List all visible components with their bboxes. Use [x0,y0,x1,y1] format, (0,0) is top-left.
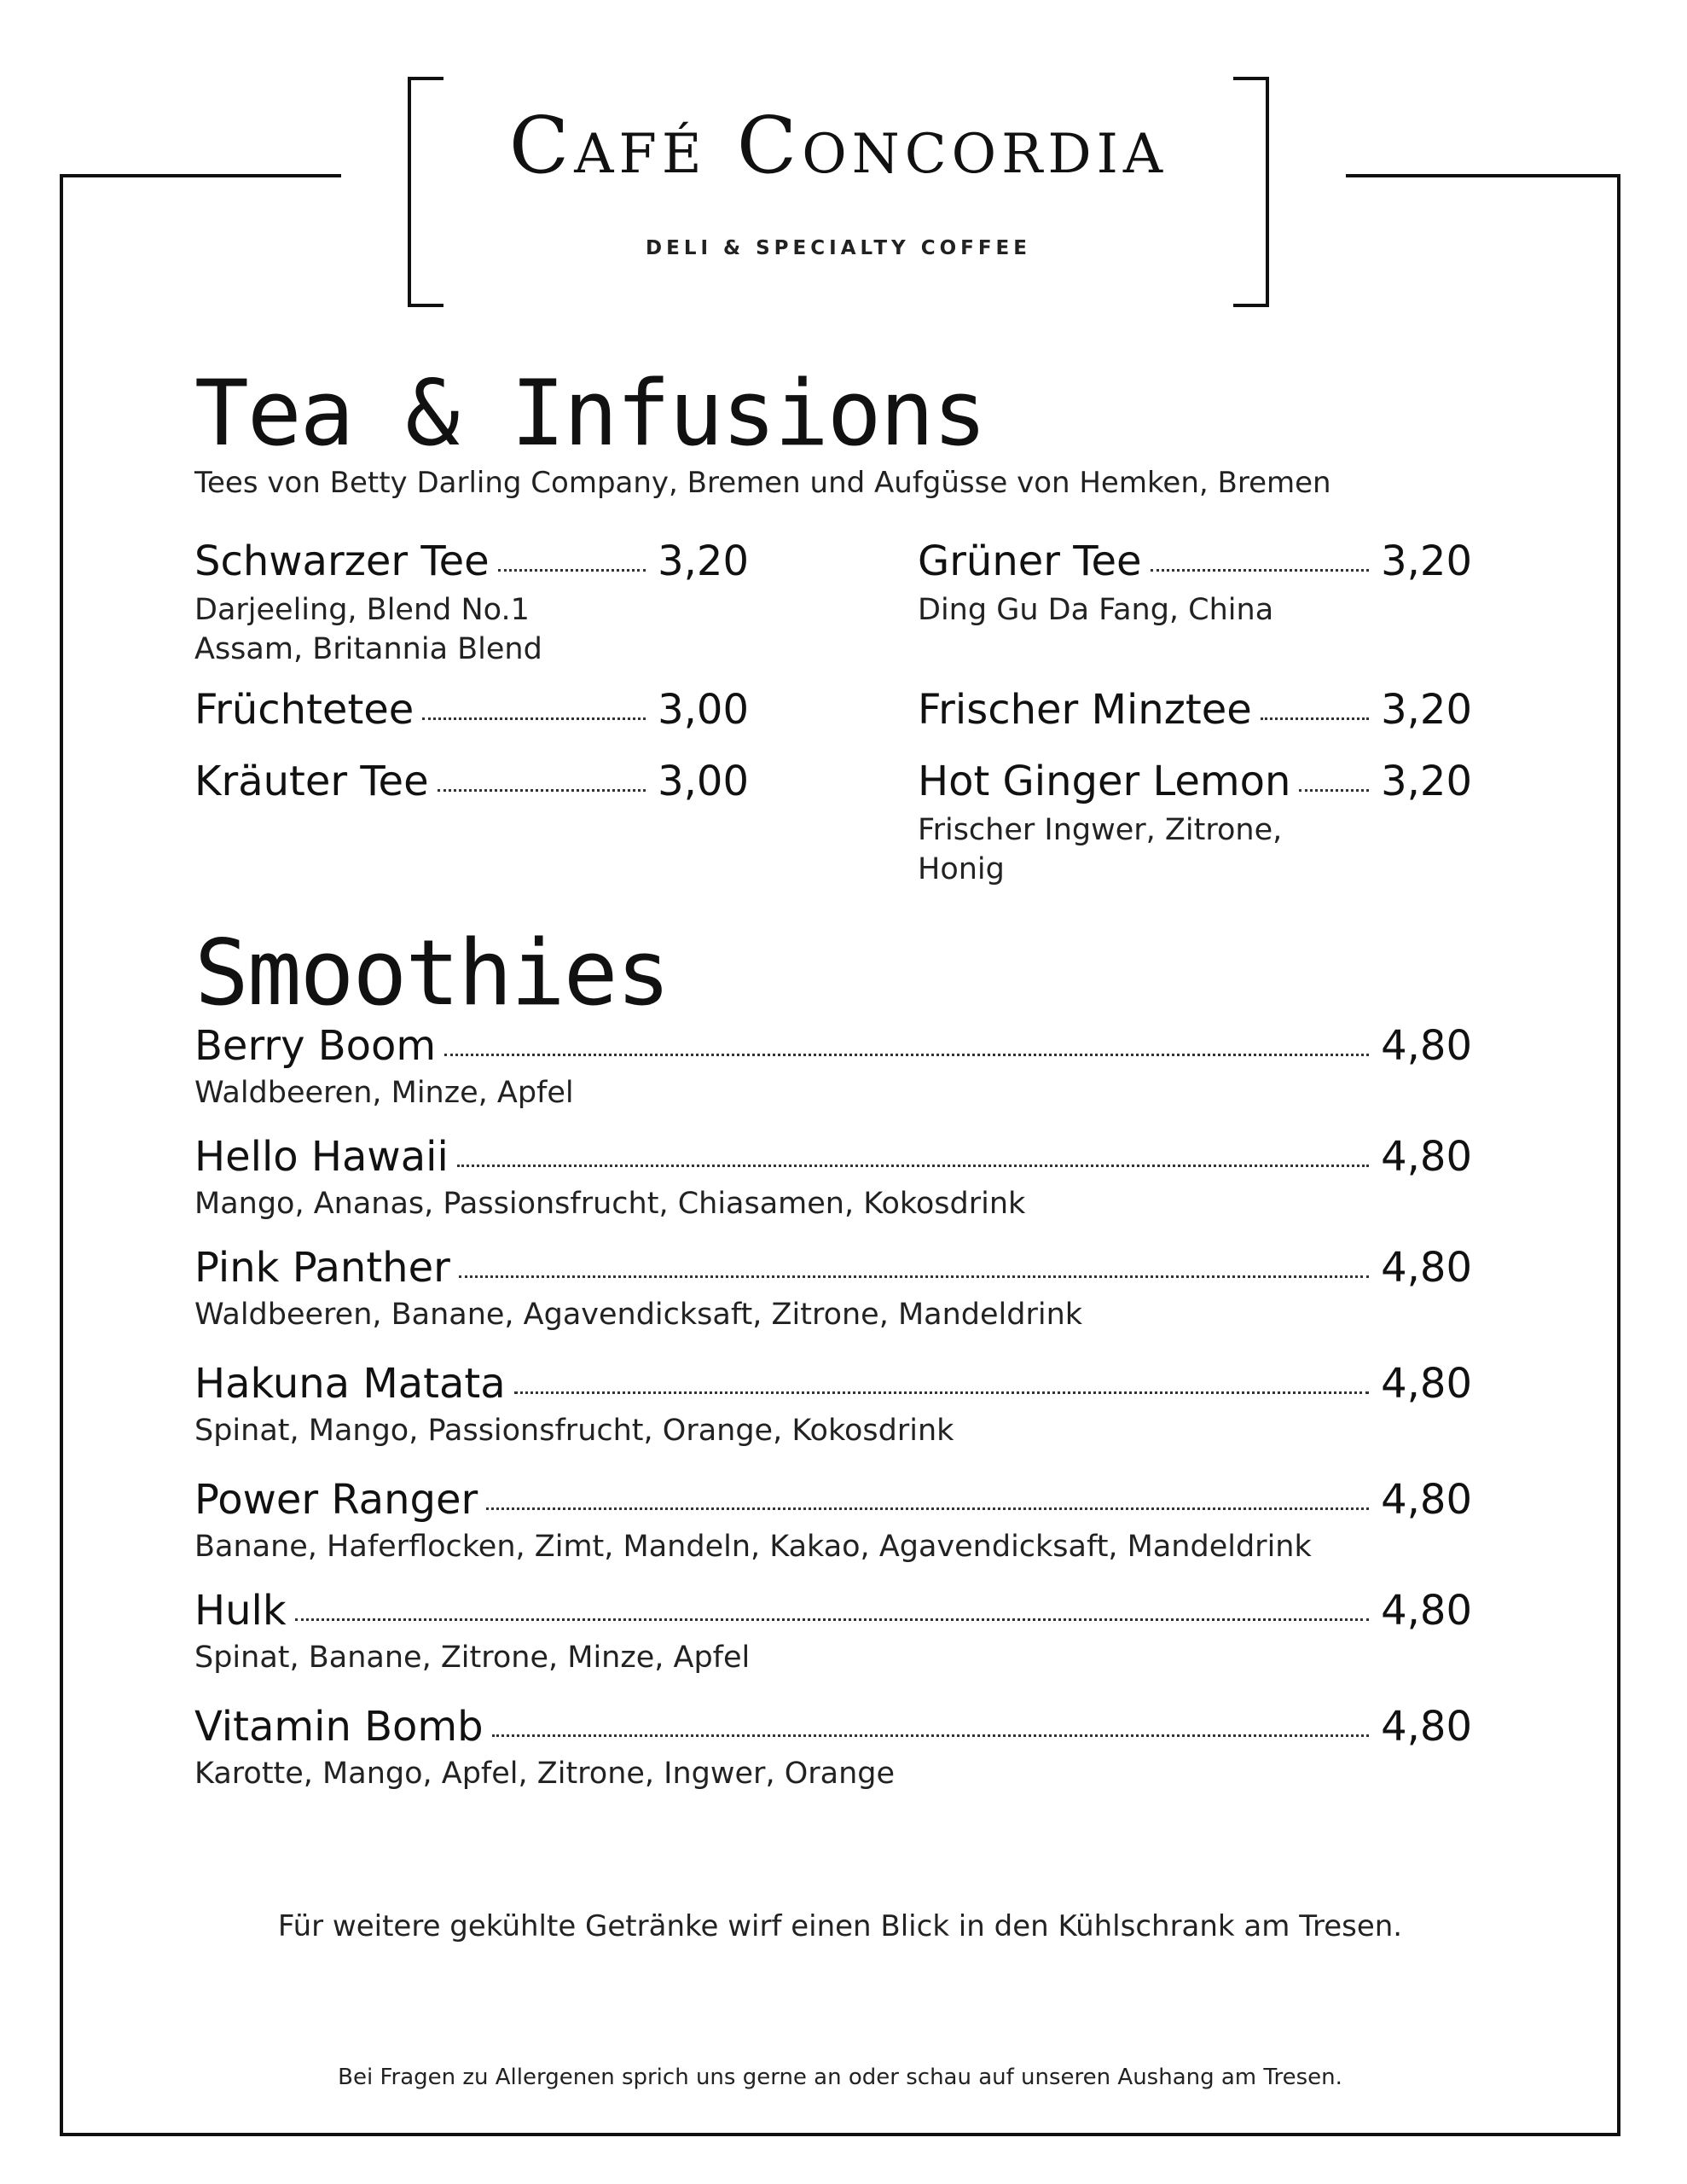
item-description: Spinat, Banane, Zitrone, Minze, Apfel [194,1641,751,1675]
item-description: Ding Gu Da Fang, China [918,593,1274,627]
menu-item-gruener-tee [918,537,1472,585]
leader-dots [492,1734,1369,1737]
item-price: 3,00 [658,758,749,805]
fridge-note: Für weitere gekühlte Getränke wirf einen Blick in den Kühlschrank am Tresen. [277,1909,1403,1943]
item-name: Hakuna Matata [194,1360,506,1408]
leader-dots [422,717,646,720]
item-description: Darjeeling, Blend No.1 [194,593,530,627]
item-price: 4,80 [1381,1703,1472,1751]
cafe-name: Café Concordia [508,100,1168,191]
tea-section-title: Tea & Infusions [194,361,986,466]
item-name: Berry Boom [194,1022,437,1070]
item-description: Assam, Britannia Blend [194,632,542,666]
item-price: 4,80 [1381,1360,1472,1408]
item-price: 3,20 [1381,686,1472,734]
leader-dots [514,1391,1369,1394]
leader-dots [1151,569,1370,572]
leader-dots [444,1054,1369,1056]
leader-dots [486,1507,1369,1510]
item-price: 4,80 [1381,1587,1472,1635]
smoothies-section-title: Smoothies [194,921,670,1025]
tea-section-subtitle: Tees von Betty Darling Company, Bremen und Aufgüsse von Hemken, Bremen [194,466,1331,500]
item-price: 3,20 [658,537,749,585]
menu-item-pink-panther [194,1244,1472,1292]
item-description: Karotte, Mango, Apfel, Zitrone, Ingwer, Orange [194,1757,896,1791]
item-name: Schwarzer Tee [194,537,490,585]
leader-dots [1299,789,1369,792]
item-name: Frischer Minztee [918,686,1252,734]
item-name: Grüner Tee [918,537,1142,585]
leader-dots [457,1165,1369,1167]
menu-item-hakuna-matata [194,1360,1472,1408]
item-price: 4,80 [1381,1133,1472,1181]
cafe-tagline: DELI & SPECIALTY COFFEE [646,237,1031,259]
item-description: Waldbeeren, Banane, Agavendicksaft, Zitrone, Mandeldrink [194,1298,1083,1332]
menu-item-hulk [194,1587,1472,1635]
item-price: 4,80 [1381,1244,1472,1292]
item-name: Hot Ginger Lemon [918,758,1291,805]
item-name: Hulk [194,1587,287,1635]
menu-item-berry-boom [194,1022,1472,1070]
item-name: Power Ranger [194,1476,478,1524]
item-name: Hello Hawaii [194,1133,449,1181]
item-price: 3,00 [658,686,749,734]
item-name: Kräuter Tee [194,758,429,805]
leader-dots [459,1275,1369,1278]
item-description: Spinat, Mango, Passionsfrucht, Orange, Kokosdrink [194,1414,954,1448]
item-name: Früchtetee [194,686,415,734]
menu-item-hot-ginger-lemon [918,758,1472,805]
menu-item-kraeuter-tee [194,758,749,805]
leader-dots [498,569,646,572]
menu-item-power-ranger [194,1476,1472,1524]
item-price: 3,20 [1381,758,1472,805]
leader-dots [438,789,646,792]
item-description: Waldbeeren, Minze, Apfel [194,1076,574,1110]
leader-dots [1261,717,1369,720]
leader-dots [295,1618,1369,1621]
item-name: Pink Panther [194,1244,450,1292]
menu-item-vitamin-bomb [194,1703,1472,1751]
menu-item-fruechtetee [194,686,749,734]
item-price: 3,20 [1381,537,1472,585]
item-name: Vitamin Bomb [194,1703,484,1751]
item-price: 4,80 [1381,1022,1472,1070]
item-description: Banane, Haferflocken, Zimt, Mandeln, Kakao, Agavendicksaft, Mandeldrink [194,1530,1312,1564]
item-description: Honig [918,852,1005,886]
menu-item-schwarzer-tee [194,537,749,585]
item-description: Mango, Ananas, Passionsfrucht, Chiasamen, Kokosdrink [194,1187,1026,1221]
menu-item-hello-hawaii [194,1133,1472,1181]
logo-gap-bottom [443,290,1233,316]
allergen-note: Bei Fragen zu Allergenen sprich uns gerne an oder schau auf unseren Aushang am Tresen. [338,2065,1342,2090]
item-description: Frischer Ingwer, Zitrone, [918,813,1283,847]
logo-gap-top [443,68,1233,94]
item-price: 4,80 [1381,1476,1472,1524]
menu-item-frischer-minztee [918,686,1472,734]
